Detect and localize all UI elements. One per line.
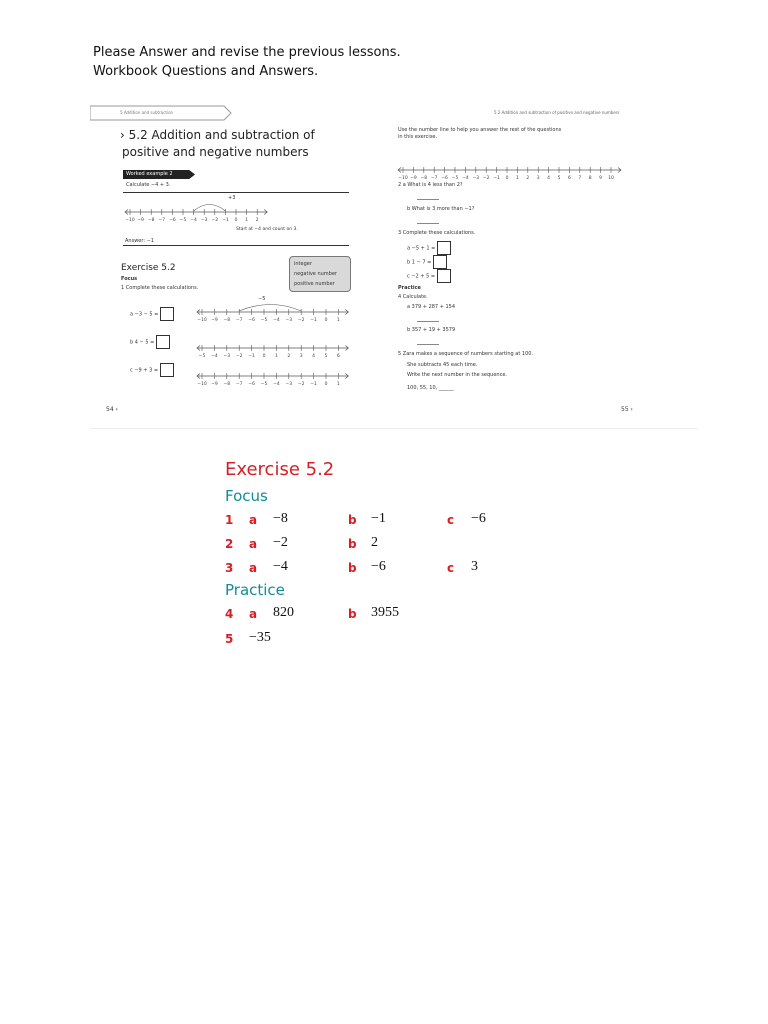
tick-label: −4 — [211, 354, 218, 359]
left-page-number: 54 › — [106, 406, 118, 413]
q3b — [407, 255, 447, 269]
tick-label: −6 — [441, 176, 448, 181]
tick-label: 4 — [547, 176, 551, 181]
tick-label: −3 — [285, 382, 293, 387]
tick-label: −7 — [235, 382, 243, 387]
jump-arc — [239, 305, 301, 312]
tick-label: −9 — [410, 176, 417, 181]
q2a-answer-line[interactable] — [417, 199, 439, 200]
tick-label: 9 — [599, 176, 603, 181]
q5-sequence: 100, 55, 10, ______ — [407, 385, 454, 391]
tick-label: 1 — [515, 176, 519, 181]
tick-label: −10 — [398, 176, 408, 181]
tick-label: −3 — [223, 354, 231, 359]
tick-label: 8 — [588, 176, 592, 181]
intro-line-1: Please Answer and revise the previous lessons. — [93, 45, 401, 60]
tick-label: −4 — [190, 218, 197, 223]
worked-note: Start at −4 and count on 3. — [236, 227, 298, 232]
tick-label: −1 — [248, 354, 255, 359]
worked-number-line — [124, 200, 269, 224]
tick-label: −1 — [310, 318, 317, 323]
tick-label: 2 — [287, 354, 291, 359]
tick-label: −1 — [493, 176, 500, 181]
answer-4-a: 820 — [273, 605, 294, 620]
worked-example-rule-top — [123, 192, 349, 193]
answer-1-num: 1 — [225, 513, 234, 527]
tick-label: −3 — [285, 318, 293, 323]
tick-label: −8 — [420, 176, 428, 181]
tick-label: −7 — [158, 218, 166, 223]
exercise-title: Exercise 5.2 — [121, 263, 176, 273]
keyword-box — [289, 256, 351, 292]
q3b-answer-box[interactable] — [433, 255, 447, 269]
tick-label: −6 — [248, 318, 255, 323]
tick-label: 1 — [274, 354, 278, 359]
right-intro-line-2: in this exercise. — [398, 134, 438, 140]
worked-example-label: Worked example 2 — [126, 171, 173, 177]
q4a-answer-line[interactable] — [417, 321, 439, 322]
q4b: b 357 + 19 + 3579 — [407, 327, 456, 333]
q1b-number-line — [196, 336, 350, 360]
worked-answer: Answer: −1 — [125, 238, 154, 244]
answer-1-a-letter: a — [249, 513, 258, 527]
tick-label: −9 — [211, 318, 218, 323]
tick-label: 1 — [336, 318, 340, 323]
answer-5-value: −35 — [249, 630, 271, 645]
lesson-heading-line-1: › 5.2 Addition and subtraction of — [120, 128, 315, 142]
answer-4-b-letter: b — [348, 607, 357, 621]
answer-2-a-letter: a — [249, 537, 258, 551]
q3a-answer-box[interactable] — [437, 241, 451, 255]
tick-label: −2 — [211, 218, 219, 223]
lesson-heading-line-2: positive and negative numbers — [122, 145, 309, 159]
tick-label: −5 — [260, 382, 268, 387]
answer-5-num: 5 — [225, 632, 234, 646]
workbook-scan — [90, 100, 698, 429]
tick-label: 0 — [505, 176, 509, 181]
tick-label: 2 — [526, 176, 530, 181]
tick-label: −2 — [235, 354, 243, 359]
answer-3-num: 3 — [225, 561, 234, 575]
tick-label: 6 — [567, 176, 571, 181]
answer-4-b: 3955 — [371, 605, 399, 620]
q5-line-1: 5 Zara makes a sequence of numbers starting at 100. — [398, 351, 534, 357]
q1b-answer-box[interactable] — [156, 335, 170, 349]
q5-line-2: She subtracts 45 each time. — [407, 362, 478, 368]
tick-label: 3 — [299, 354, 303, 359]
tick-label: −9 — [211, 382, 218, 387]
tick-label: −7 — [235, 318, 243, 323]
answer-2-b: 2 — [371, 535, 378, 550]
intro-text — [93, 43, 401, 81]
answer-1-c: −6 — [471, 511, 486, 526]
tick-label: 3 — [536, 176, 540, 181]
tick-label: −10 — [197, 382, 207, 387]
answer-2-num: 2 — [225, 537, 234, 551]
q1b — [130, 335, 170, 349]
answer-2-b-letter: b — [348, 537, 357, 551]
answer-1-c-letter: c — [447, 513, 455, 527]
answer-3-a-letter: a — [249, 561, 258, 575]
q1a-number-line — [196, 300, 350, 324]
q1-text: 1 Complete these calculations. — [121, 285, 199, 291]
answer-3-c-letter: c — [447, 561, 455, 575]
tick-label: −3 — [472, 176, 480, 181]
tick-label: −4 — [462, 176, 469, 181]
answers-practice-heading: Practice — [225, 581, 285, 599]
q2a: 2 a What is 4 less than 2? — [398, 182, 463, 188]
tick-label: −4 — [273, 382, 280, 387]
tick-label: 7 — [578, 176, 582, 181]
right-running-head: 5.2 Addition and subtraction of positive and negative numbers — [494, 110, 620, 115]
q3b-text: b 1 − 7 = — [407, 259, 432, 266]
q1a — [130, 307, 174, 321]
tick-label: −2 — [482, 176, 490, 181]
q3a — [407, 241, 451, 255]
tick-label: −10 — [125, 218, 135, 223]
q5-line-3: Write the next number in the sequence. — [407, 372, 507, 378]
tick-label: −2 — [297, 382, 305, 387]
q4b-answer-line[interactable] — [417, 344, 439, 345]
tick-label: 0 — [324, 382, 328, 387]
practice-label: Practice — [398, 285, 421, 291]
tick-label: −5 — [451, 176, 459, 181]
q1b-text: b 4 − 5 = — [130, 339, 155, 346]
keyword-1: integer — [294, 261, 312, 267]
intro-line-2: Workbook Questions and Answers. — [93, 64, 319, 79]
tick-label: 6 — [336, 354, 340, 359]
answer-2-a: −2 — [273, 535, 288, 550]
tick-label: −2 — [297, 318, 305, 323]
q3c-answer-box[interactable] — [437, 269, 451, 283]
keyword-2: negative number — [294, 271, 337, 277]
worked-example-task: Calculate −4 + 3. — [126, 182, 171, 188]
tick-label: 5 — [324, 354, 328, 359]
tick-label: 2 — [255, 218, 259, 223]
tick-label: −5 — [260, 318, 268, 323]
q1c-text: c −9 + 3 = — [130, 367, 159, 374]
focus-label: Focus — [121, 276, 138, 282]
tick-label: 10 — [608, 176, 614, 181]
tick-label: −9 — [137, 218, 144, 223]
q3c — [407, 269, 451, 283]
tick-label: 4 — [312, 354, 316, 359]
answer-4-a-letter: a — [249, 607, 258, 621]
keyword-3: positive number — [294, 281, 335, 287]
jump-arc — [194, 205, 226, 212]
right-number-line — [397, 158, 623, 182]
answer-1-b: −1 — [371, 511, 386, 526]
q2b-answer-line[interactable] — [417, 223, 439, 224]
tick-label: 0 — [324, 318, 328, 323]
answer-1-a: −8 — [273, 511, 288, 526]
tick-label: 0 — [234, 218, 238, 223]
worked-arc-label: +3 — [228, 195, 236, 201]
answer-1-b-letter: b — [348, 513, 357, 527]
answers-focus-heading: Focus — [225, 487, 268, 505]
tick-label: 1 — [245, 218, 249, 223]
q1a-text: a −3 − 5 = — [130, 311, 159, 318]
q4a: a 379 + 287 + 154 — [407, 304, 456, 310]
tick-label: −3 — [200, 218, 208, 223]
q3c-text: c −2 + 5 = — [407, 273, 436, 280]
tick-label: −5 — [179, 218, 187, 223]
answers-title: Exercise 5.2 — [225, 459, 335, 480]
tick-label: −8 — [223, 318, 231, 323]
q3: 3 Complete these calculations. — [398, 230, 476, 236]
tick-label: −6 — [169, 218, 176, 223]
q1c — [130, 363, 174, 377]
q1c-number-line — [196, 364, 350, 388]
answer-4-num: 4 — [225, 607, 234, 621]
q1a-answer-box[interactable] — [160, 307, 174, 321]
answer-3-b: −6 — [371, 559, 386, 574]
right-page-number: 55 › — [621, 406, 633, 413]
tick-label: −4 — [273, 318, 280, 323]
tick-label: −10 — [197, 318, 207, 323]
tick-label: −8 — [223, 382, 231, 387]
tick-label: −6 — [248, 382, 255, 387]
tick-label: −7 — [430, 176, 438, 181]
q3a-text: a −5 + 1 = — [407, 245, 436, 252]
answer-3-c: 3 — [471, 559, 478, 574]
worked-example-rule-bottom — [123, 245, 349, 246]
tick-label: −1 — [310, 382, 317, 387]
q1a-arc-label: −5 — [258, 296, 266, 302]
tick-label: 5 — [557, 176, 561, 181]
tick-label: 1 — [336, 382, 340, 387]
tick-label: −1 — [222, 218, 229, 223]
tick-label: −5 — [198, 354, 206, 359]
q4: 4 Calculate. — [398, 294, 428, 300]
left-running-head: 5 Addition and subtraction — [120, 110, 174, 115]
answer-3-a: −4 — [273, 559, 288, 574]
tick-label: −8 — [147, 218, 155, 223]
q2b: b What is 3 more than −1? — [407, 206, 475, 212]
right-intro-line-1: Use the number line to help you answer the rest of the questions — [398, 127, 562, 133]
tick-label: 0 — [262, 354, 266, 359]
answer-3-b-letter: b — [348, 561, 357, 575]
q1c-answer-box[interactable] — [160, 363, 174, 377]
